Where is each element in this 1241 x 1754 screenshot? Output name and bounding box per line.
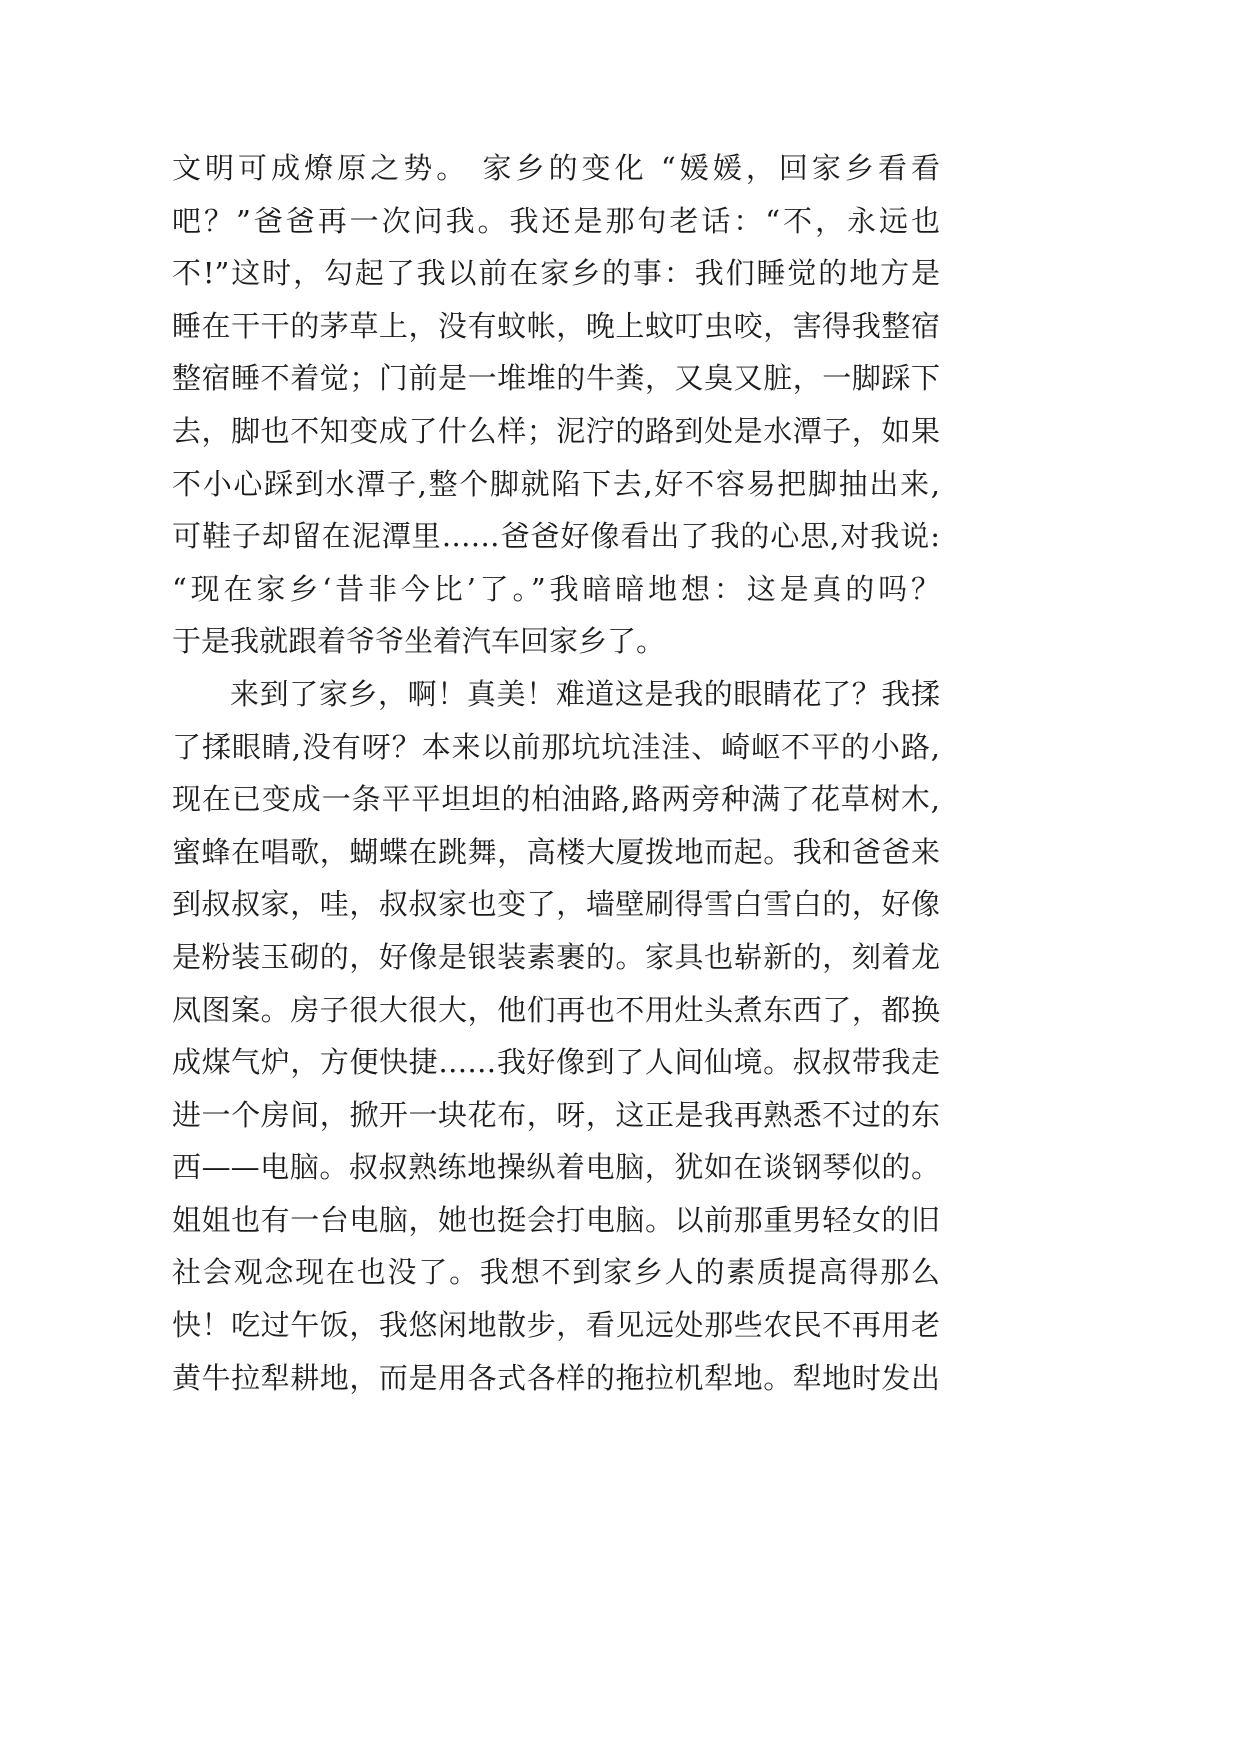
text-line: 进一个房间，掀开一块花布，呀，这正是我再熟悉不过的东 xyxy=(172,1097,940,1132)
text-line: 文明可成燎原之势。 家乡的变化 “媛媛，回家乡看看 xyxy=(172,151,940,185)
text-line: 成煤气炉，方便快捷……我好像到了人间仙境。叔叔带我走 xyxy=(172,1045,940,1080)
text-line: 不!”这时，勾起了我以前在家乡的事：我们睡觉的地方是 xyxy=(172,256,940,291)
text-line: 到叔叔家，哇，叔叔家也变了，墙壁刷得雪白雪白的，好像 xyxy=(172,887,940,922)
text-line: 了揉眼睛,没有呀？本来以前那坑坑洼洼、崎岖不平的小路, xyxy=(172,729,940,764)
text-line: 凤图案。房子很大很大，他们再也不用灶头煮东西了，都换 xyxy=(172,992,940,1027)
text-line: 于是我就跟着爷爷坐着汽车回家乡了。 xyxy=(172,624,666,659)
paragraph-1 xyxy=(172,142,940,668)
text-line: 现在已变成一条平平坦坦的柏油路,路两旁种满了花草树木, xyxy=(172,782,940,817)
text-line: 社会观念现在也没了。我想不到家乡人的素质提高得那么 xyxy=(172,1255,940,1290)
text-line: 来到了家乡，啊！真美！难道这是我的眼睛花了？我揉 xyxy=(230,676,940,711)
paragraph-2 xyxy=(172,668,940,1404)
text-line: “现在家乡‘昔非今比’了。”我暗暗地想：这是真的吗？ xyxy=(172,571,940,606)
text-line: 是粉装玉砌的，好像是银装素裹的。家具也崭新的，刻着龙 xyxy=(172,939,940,974)
text-line: 黄牛拉犁耕地，而是用各式各样的拖拉机犁地。犁地时发出 xyxy=(172,1360,940,1395)
text-line: 姐姐也有一台电脑，她也挺会打电脑。以前那重男轻女的旧 xyxy=(172,1202,940,1237)
text-line: 不小心踩到水潭子,整个脚就陷下去,好不容易把脚抽出来, xyxy=(172,466,940,501)
text-line: 睡在干干的茅草上，没有蚊帐，晚上蚊叮虫咬，害得我整宿 xyxy=(172,308,940,343)
text-line: 快！吃过午饭，我悠闲地散步，看见远处那些农民不再用老 xyxy=(172,1308,940,1343)
text-line: 西——电脑。叔叔熟练地操纵着电脑，犹如在谈钢琴似的。 xyxy=(172,1150,940,1185)
text-line: 吧？”爸爸再一次问我。我还是那句老话：“不，永远也 xyxy=(172,203,940,238)
text-line: 去，脚也不知变成了什么样；泥泞的路到处是水潭子，如果 xyxy=(172,413,940,448)
text-line: 整宿睡不着觉；门前是一堆堆的牛粪，又臭又脏，一脚踩下 xyxy=(172,361,940,396)
text-line: 可鞋子却留在泥潭里……爸爸好像看出了我的心思,对我说: xyxy=(172,519,940,554)
text-line: 蜜蜂在唱歌，蝴蝶在跳舞，高楼大厦拨地而起。我和爸爸来 xyxy=(172,834,940,869)
document-body xyxy=(172,142,940,1404)
